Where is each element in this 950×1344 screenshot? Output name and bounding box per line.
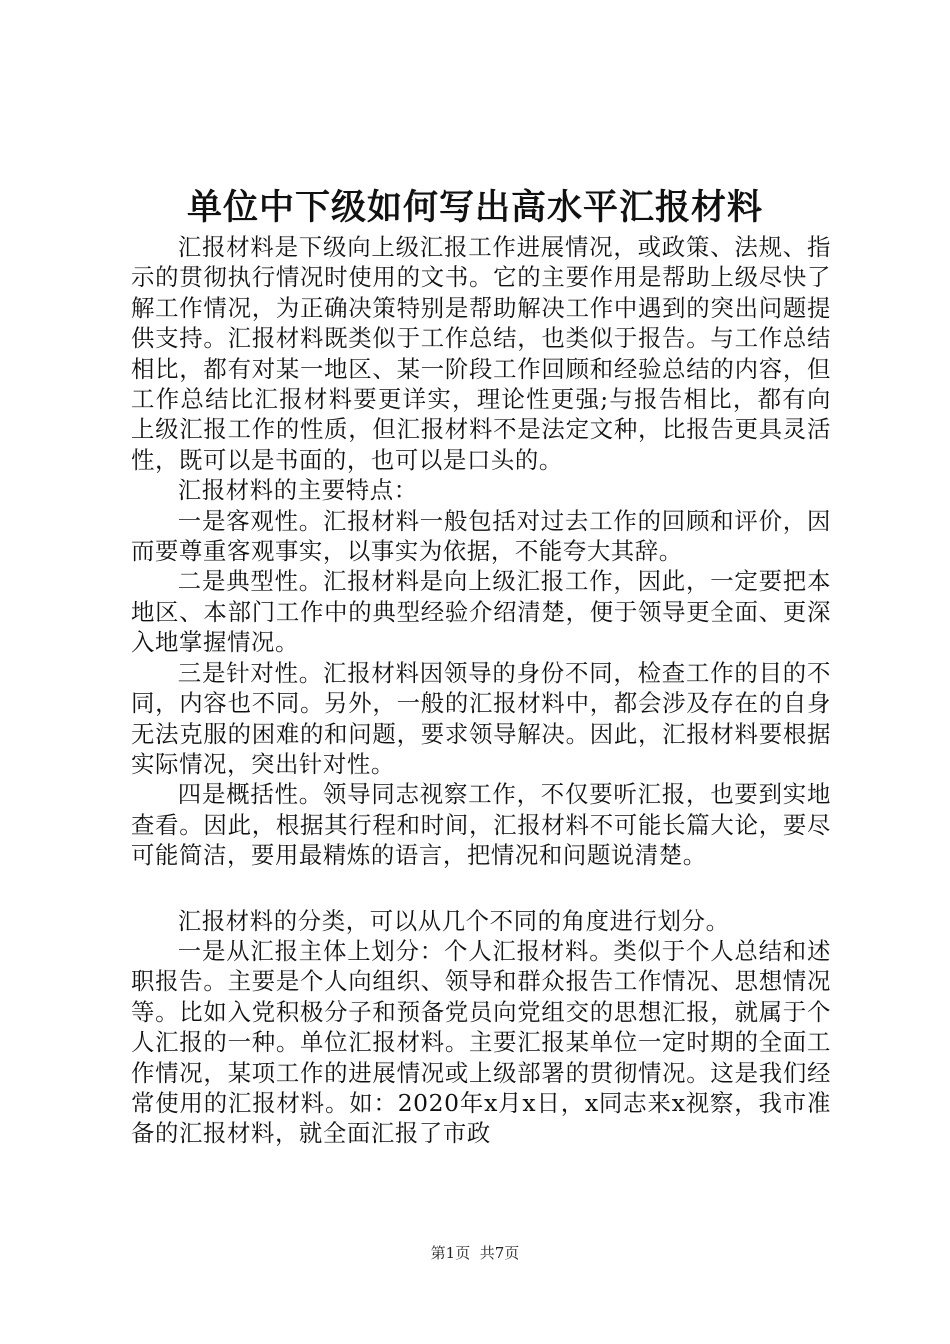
page-total: 共7页 bbox=[479, 1244, 520, 1262]
paragraph-gap bbox=[131, 871, 831, 906]
paragraph-intro: 汇报材料是下级向上级汇报工作进展情况，或政策、法规、指示的贯彻执行情况时使用的文书。它的主要作用是帮助上级尽快了解工作情况，为正确决策特别是帮助解决工作中遇到的突出问题提供支持。汇报材料既类似于工作总结，也类似于报告。与工作总结相比，都有对某一地区、某一阶段工作回顾和经验总结的内容，但工作总结比汇报材料要更详实，理论性更强;与报告相比，都有向上级汇报工作的性质，但汇报材料不是法定文种，比报告更具灵活性，既可以是书面的，也可以是口头的。 bbox=[131, 233, 831, 474]
paragraph-classification-heading: 汇报材料的分类，可以从几个不同的角度进行划分。 bbox=[177, 906, 730, 935]
paragraph-feature-conciseness: 四是概括性。领导同志视察工作，不仅要听汇报，也要到实地查看。因此，根据其行程和时间，汇报材料不可能长篇大论，要尽可能简洁，要用最精炼的语言，把情况和问题说清楚。 bbox=[131, 780, 831, 870]
paragraph-classification-subject: 一是从汇报主体上划分：个人汇报材料。类似于个人总结和述职报告。主要是个人向组织、领导和群众报告工作情况、思想情况等。比如入党积极分子和预备党员向党组交的思想汇报，就属于个人汇报的一种。单位汇报材料。主要汇报某单位一定时期的全面工作情况，某项工作的进展情况或上级部署的贯彻情况。这是我们经常使用的汇报材料。如：2020年x月x日，x同志来x视察，我市准备的汇报材料，就全面汇报了市政 bbox=[131, 936, 831, 1148]
paragraph-feature-objectivity: 一是客观性。汇报材料一般包括对过去工作的回顾和评价，因而要尊重客观事实，以事实为依据，不能夸大其辞。 bbox=[131, 506, 831, 566]
page-number: 第1页 bbox=[430, 1244, 471, 1262]
document-title: 单位中下级如何写出高水平汇报材料 bbox=[186, 187, 763, 228]
paragraph-features-heading: 汇报材料的主要特点： bbox=[177, 476, 418, 505]
page-footer bbox=[0, 1243, 950, 1263]
document-body bbox=[131, 232, 831, 1149]
paragraph-feature-typicality: 二是典型性。汇报材料是向上级汇报工作，因此，一定要把本地区、本部门工作中的典型经验介绍清楚，便于领导更全面、更深入地掌握情况。 bbox=[131, 567, 831, 657]
paragraph-feature-pertinence: 三是针对性。汇报材料因领导的身份不同，检查工作的目的不同，内容也不同。另外，一般的汇报材料中，都会涉及存在的自身无法克服的困难的和问题，要求领导解决。因此，汇报材料要根据实际情况，突出针对性。 bbox=[131, 658, 831, 778]
